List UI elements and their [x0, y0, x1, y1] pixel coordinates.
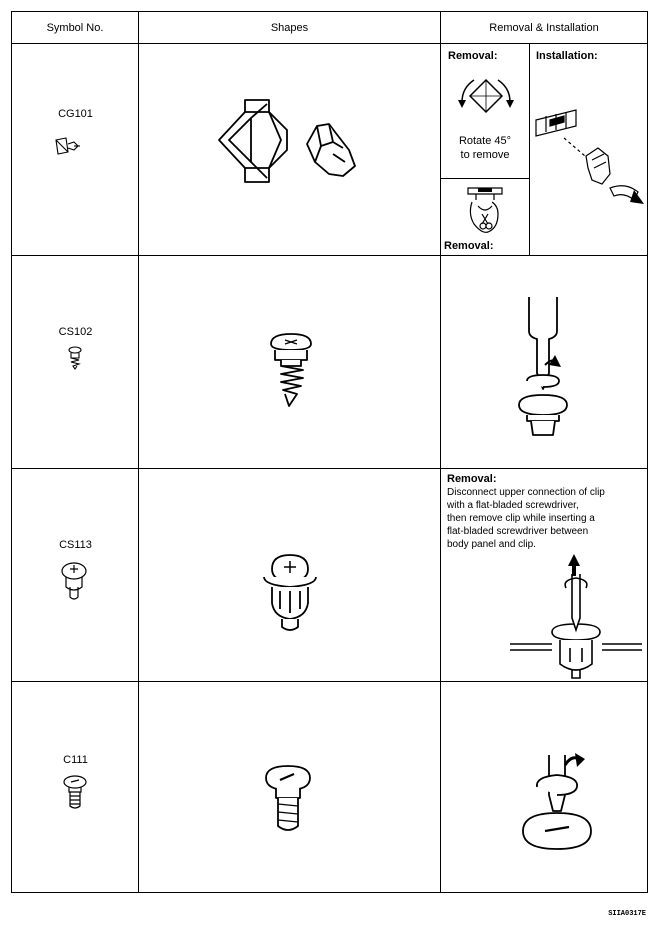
instruction-line-5: body panel and clip.: [447, 539, 536, 550]
row-divider-2: [12, 468, 647, 469]
clip-table: [11, 11, 648, 893]
row-divider-1: [12, 255, 647, 256]
cs113-removal-diagram: [510, 544, 642, 682]
rotate-text-line1: Rotate 45°: [458, 135, 512, 147]
instruction-line-4: flat-bladed screwdriver between: [447, 526, 589, 537]
cs102-symbol-icon: [67, 346, 83, 370]
cg101-pull-diagram: [464, 184, 506, 236]
cs113-removal-label: Removal:: [447, 473, 497, 485]
cg101-sub-divider-h: [441, 178, 529, 179]
cg101-symbol-icon: [54, 136, 84, 158]
figure-code: SIIA0317E: [608, 910, 646, 918]
instruction-line-2: with a flat-bladed screwdriver,: [447, 500, 579, 511]
instruction-line-3: then remove clip while inserting a: [447, 513, 595, 524]
c111-symbol-icon: [62, 774, 88, 810]
symbol-no-cs102: CS102: [58, 326, 93, 338]
c111-removal-diagram: [517, 747, 599, 857]
cs113-removal-instructions: [447, 473, 647, 551]
header-shapes: Shapes: [270, 22, 309, 34]
cg101-shape-illustration: [217, 90, 362, 190]
cs113-shape-illustration: [262, 547, 318, 633]
cs102-removal-diagram: [517, 295, 573, 441]
cg101-removal-label-2: Removal:: [444, 240, 494, 252]
cg101-installation-diagram: [534, 96, 646, 206]
cg101-installation-label: Installation:: [536, 50, 598, 62]
cg101-rotate-diagram: [452, 74, 522, 124]
cg101-sub-divider-v: [529, 44, 530, 255]
symbol-no-cs113: CS113: [59, 539, 92, 551]
cs102-shape-illustration: [267, 332, 315, 412]
header-symbol-no: Symbol No.: [46, 22, 104, 34]
rotate-instruction-text: [441, 134, 529, 162]
c111-shape-illustration: [262, 764, 314, 834]
symbol-no-cg101: CG101: [58, 108, 93, 120]
header-removal-installation: Removal & Installation: [489, 22, 599, 34]
cg101-removal-label: Removal:: [448, 50, 498, 62]
cs113-symbol-icon: [60, 557, 88, 603]
rotate-text-line2: to remove: [460, 149, 510, 161]
symbol-no-c111: C111: [63, 754, 88, 766]
instruction-line-1: Disconnect upper connection of clip: [447, 487, 605, 498]
